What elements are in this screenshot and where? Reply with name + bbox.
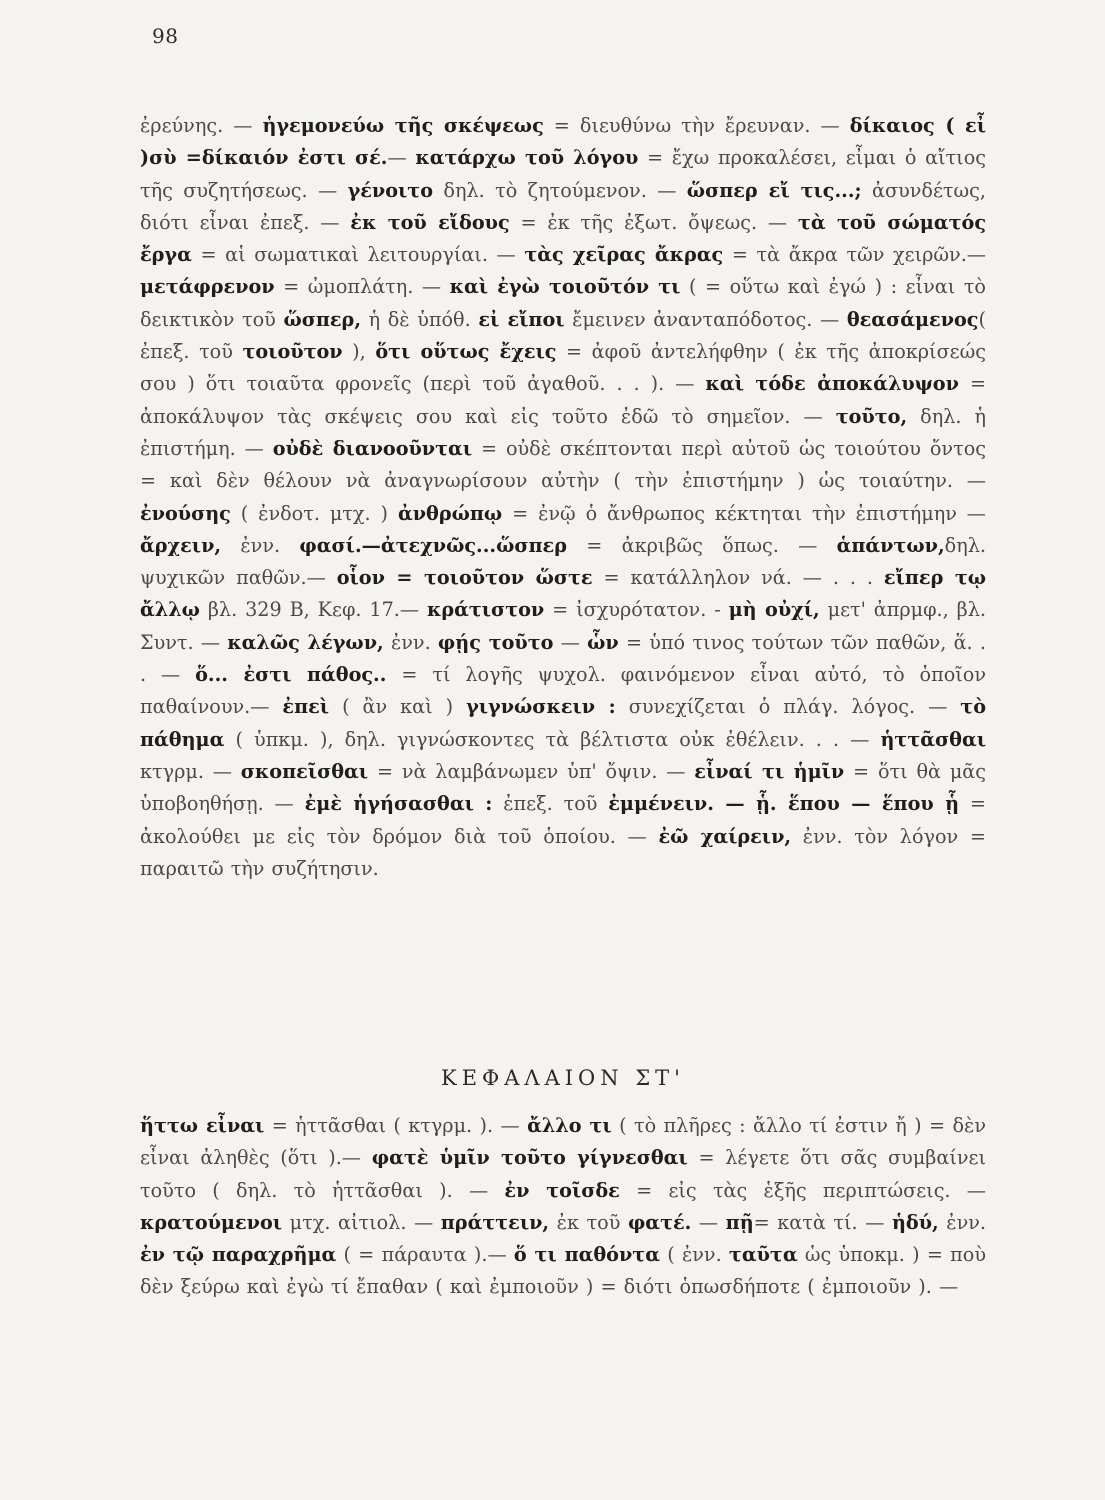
gloss-text: ( ἐνδοτ. μτχ. ) bbox=[230, 501, 398, 525]
bold-lemma: ἡγεμονεύω τῆς σκέψεως bbox=[262, 114, 544, 137]
gloss-text: ἡ δὲ ὑπόθ. bbox=[361, 307, 479, 331]
bold-lemma: ἐνούσης bbox=[140, 501, 231, 525]
gloss-text: ( = πάραυτα ).— bbox=[336, 1243, 514, 1267]
bold-lemma: οἷον = τοιοῦτον ὥστε bbox=[336, 566, 593, 590]
bold-lemma: ἐπεὶ bbox=[282, 695, 330, 719]
gloss-text: = διευθύνω τὴν ἔρευναν. — bbox=[543, 114, 850, 137]
gloss-text: ( ἂν καὶ ) bbox=[329, 695, 467, 719]
bold-lemma: κρατούμενοι bbox=[140, 1210, 283, 1234]
gloss-text: — bbox=[387, 146, 416, 170]
gloss-text: ἐρεύνης. — bbox=[140, 114, 263, 137]
bold-lemma: ἐν τοῖσδε bbox=[504, 1178, 620, 1202]
gloss-text: βλ. 329 B, Κεφ. 17.— bbox=[199, 598, 427, 622]
bold-lemma: τοῦτο, bbox=[835, 404, 908, 428]
bold-lemma: εἶναί τι ἡμῖν bbox=[694, 759, 845, 783]
bold-lemma: ὅτι οὕτως ἔχεις bbox=[375, 340, 557, 364]
bold-lemma: ἁπάντων, bbox=[836, 533, 945, 557]
bold-lemma: μετάφρενον bbox=[140, 275, 275, 299]
bold-lemma: οὐδὲ διανοοῦνται bbox=[272, 436, 473, 460]
gloss-text: = τὰ ἄκρα τῶν χειρῶν.— bbox=[723, 243, 986, 267]
commentary-text-block-1 bbox=[140, 110, 986, 885]
bold-lemma: τὰς χεῖρας ἄκρας bbox=[524, 243, 724, 267]
page-number: 98 bbox=[152, 24, 179, 48]
bold-lemma: ἀνθρώπῳ bbox=[397, 501, 503, 525]
gloss-text: ἐνν. τὸν λόγον = παραιτῶ τὴν συζήτησιν. bbox=[140, 824, 986, 880]
bold-lemma: καλῶς λέγων, bbox=[227, 630, 384, 654]
bold-lemma: τὸ πάθημα bbox=[140, 695, 986, 751]
bold-lemma: εἴπερ τῳ ἄλλῳ bbox=[140, 566, 986, 622]
bold-lemma: ἥττω εἶναι bbox=[140, 1114, 265, 1137]
bold-lemma: φατὲ ὑμῖν τοῦτο γίγνεσθαι bbox=[371, 1146, 688, 1170]
gloss-text: ἔμεινεν ἀνανταπόδοτος. — bbox=[564, 307, 847, 331]
bold-lemma: ὥσπερ εἴ τις...; bbox=[686, 178, 862, 202]
gloss-text: ἐκ τοῦ bbox=[549, 1210, 628, 1234]
bold-lemma: ἄρχειν, bbox=[140, 533, 222, 557]
bold-lemma: ὥσπερ, bbox=[283, 307, 362, 331]
gloss-text: ἀσυνδέτως, διότι εἶναι ἐπεξ. — bbox=[140, 178, 986, 234]
bold-lemma: τοιοῦτον bbox=[242, 340, 343, 364]
gloss-text: = ἀκολούθει με εἰς τὸν δρόμον διὰ τοῦ ὁποίου. — bbox=[140, 792, 986, 848]
bold-lemma: ἐν τῷ παραχρῆμα bbox=[140, 1243, 337, 1267]
bold-lemma: θεασάμενος bbox=[846, 307, 979, 331]
bold-lemma: ἐκ τοῦ εἴδους bbox=[350, 210, 510, 234]
gloss-text: = ἀποκάλυψον τὰς σκέψεις σου καὶ εἰς τοῦτο ἐδῶ τὸ σημεῖον. — bbox=[140, 372, 986, 428]
gloss-text: ἐνν. bbox=[938, 1210, 987, 1234]
gloss-text: κτγρμ. — bbox=[140, 759, 241, 783]
bold-lemma: ἐμμένειν. — ᾗ. ἕπου — ἕπου ᾗ bbox=[608, 792, 960, 816]
gloss-text: = ἐνῷ ὁ ἄνθρωπος κέκτηται τὴν ἐπιστήμην — bbox=[502, 501, 986, 525]
bold-lemma: πράττειν, bbox=[440, 1210, 550, 1234]
gloss-text: ), bbox=[342, 340, 376, 364]
bold-lemma: ἐῶ χαίρειν, bbox=[658, 824, 792, 848]
commentary-text-block-2 bbox=[140, 1110, 986, 1304]
gloss-text: = εἰς τὰς ἑξῆς περιπτώσεις. — bbox=[619, 1178, 986, 1202]
gloss-text: — bbox=[691, 1210, 726, 1234]
chapter-heading: ΚΕΦΑΛΑΙΟΝ ΣΤ' bbox=[441, 1066, 685, 1090]
gloss-text: ( ἐνν. bbox=[659, 1243, 729, 1267]
bold-lemma: φασί.—ἀτεχνῶς...ὥσπερ bbox=[299, 533, 567, 557]
gloss-text: ὡς ὑποκμ. ) = ποὺ δὲν ξεύρω καὶ ἐγὼ τί ἔπαθαν ( καὶ ἐμποιοῦν ) = διότι ὁπωσδήποτε ( ἐμποιοῦν ). — bbox=[140, 1243, 986, 1299]
bold-lemma: δίκαιος ( εἶ )σὺ =δίκαιόν ἐστι σέ. bbox=[140, 114, 986, 170]
gloss-text: = τί λογῆς ψυχολ. φαινόμενον εἶναι αὐτό, τὸ ὁποῖον παθαίνουν.— bbox=[140, 663, 986, 719]
bold-lemma: εἰ εἴποι bbox=[478, 307, 565, 331]
gloss-text: ( = οὕτω καὶ ἐγώ ) : εἶναι τὸ δεικτικὸν τοῦ bbox=[140, 275, 986, 331]
bold-lemma: μὴ οὐχί, bbox=[728, 598, 820, 622]
gloss-text: ( ὑπκμ. ), δηλ. γιγνώσκοντες τὰ βέλτιστα οὐκ ἐθέλειν. . . — bbox=[224, 727, 881, 751]
gloss-text: συνεχίζεται ὁ πλάγ. λόγος. — bbox=[615, 695, 961, 719]
gloss-text: ἐνν. bbox=[383, 630, 438, 654]
bold-lemma: πῇ bbox=[725, 1210, 754, 1234]
gloss-text: ( ἐπεξ. τοῦ bbox=[140, 307, 986, 364]
bold-lemma: ὧν bbox=[587, 630, 619, 654]
gloss-text: = ἔχω προκαλέσει, εἶμαι ὁ αἴτιος τῆς συζητήσεως. — bbox=[140, 146, 986, 202]
gloss-text: = νὰ λαμβάνωμεν ὑπ' ὄψιν. — bbox=[368, 759, 695, 783]
gloss-text: ἐνν. bbox=[221, 533, 300, 557]
bold-lemma: γιγνώσκειν : bbox=[466, 695, 616, 719]
gloss-text: = ἀκριβῶς ὅπως. — bbox=[566, 533, 837, 557]
gloss-text: = ἡττᾶσθαι ( κτγρμ. ). — bbox=[264, 1114, 528, 1137]
bold-lemma: ταῦτα bbox=[728, 1243, 798, 1267]
gloss-text: = ἐκ τῆς ἐξωτ. ὄψεως. — bbox=[509, 210, 798, 234]
gloss-text: μετ' ἀπρμφ., βλ. Συντ. — bbox=[140, 598, 986, 654]
gloss-text: μτχ. αἰτιολ. — bbox=[282, 1210, 441, 1234]
bold-lemma: φῄς τοῦτο bbox=[437, 630, 554, 654]
gloss-text: = αἱ σωματικαὶ λειτουργίαι. — bbox=[191, 243, 525, 267]
gloss-text: = ἰσχυρότατον. - bbox=[544, 598, 729, 622]
bold-lemma: γένοιτο bbox=[347, 178, 433, 202]
gloss-text: = ἀφοῦ ἀντελήφθην ( ἐκ τῆς ἀποκρίσεώς σου ) ὅτι τοιαῦτα φρονεῖς (περὶ τοῦ ἀγαθοῦ. . . ). — bbox=[140, 340, 986, 396]
bold-lemma: τὰ τοῦ σώματός ἔργα bbox=[140, 210, 986, 267]
bold-lemma: σκοπεῖσθαι bbox=[240, 759, 369, 783]
bold-lemma: καὶ ἐγὼ τοιοῦτόν τι bbox=[449, 275, 681, 299]
gloss-text: = λέγετε ὅτι σᾶς συμβαίνει τοῦτο ( δηλ. τὸ ἡττᾶσθαι ). — bbox=[140, 1146, 986, 1202]
bold-lemma: ἐμὲ ἡγήσασθαι : bbox=[304, 792, 493, 816]
gloss-text: — bbox=[553, 630, 588, 654]
gloss-text: = ὑπό τινος τούτων τῶν παθῶν, ἅ. . . — bbox=[140, 630, 986, 687]
bold-lemma: ἡττᾶσθαι bbox=[880, 727, 986, 751]
bold-lemma: ὅ τι παθόντα bbox=[513, 1243, 660, 1267]
gloss-text: δηλ. ψυχικῶν παθῶν.— bbox=[140, 533, 986, 590]
gloss-text: = ὠμοπλάτη. — bbox=[274, 275, 450, 299]
gloss-text: δηλ. ἡ ἐπιστήμη. — bbox=[140, 404, 986, 460]
bold-lemma: ἄλλο τι bbox=[527, 1114, 612, 1137]
gloss-text: ἐπεξ. τοῦ bbox=[492, 792, 609, 816]
gloss-text: ( τὸ πλῆρες : ἄλλο τί ἐστιν ἤ ) = δὲν εἶναι ἀληθὲς (ὅτι ).— bbox=[140, 1114, 986, 1170]
bold-lemma: κατάρχω τοῦ λόγου bbox=[415, 146, 639, 170]
bold-lemma: κράτιστον bbox=[426, 598, 545, 622]
bold-lemma: ἡδύ, bbox=[891, 1210, 939, 1234]
gloss-text: = κατὰ τί. — bbox=[753, 1210, 892, 1234]
bold-lemma: φατέ. bbox=[627, 1210, 692, 1234]
gloss-text: δηλ. τὸ ζητούμενον. — bbox=[433, 178, 687, 202]
gloss-text: = οὐδὲ σκέπτονται περὶ αὐτοῦ ὡς τοιούτου ὄντος = καὶ δὲν θέλουν νὰ ἀναγνωρίσουν αὐτὴν ( τὴν ἐπιστήμην ) ὡς τοιαύτην. — bbox=[140, 436, 986, 493]
bold-lemma: καὶ τόδε ἀποκάλυψον bbox=[705, 372, 959, 396]
gloss-text: = κατάλληλον νά. — . . . bbox=[592, 566, 884, 590]
gloss-text: = ὅτι θὰ μᾶς ὑποβοηθήσῃ. — bbox=[140, 759, 986, 816]
bold-lemma: ὅ... ἐστι πάθος.. bbox=[195, 663, 387, 687]
